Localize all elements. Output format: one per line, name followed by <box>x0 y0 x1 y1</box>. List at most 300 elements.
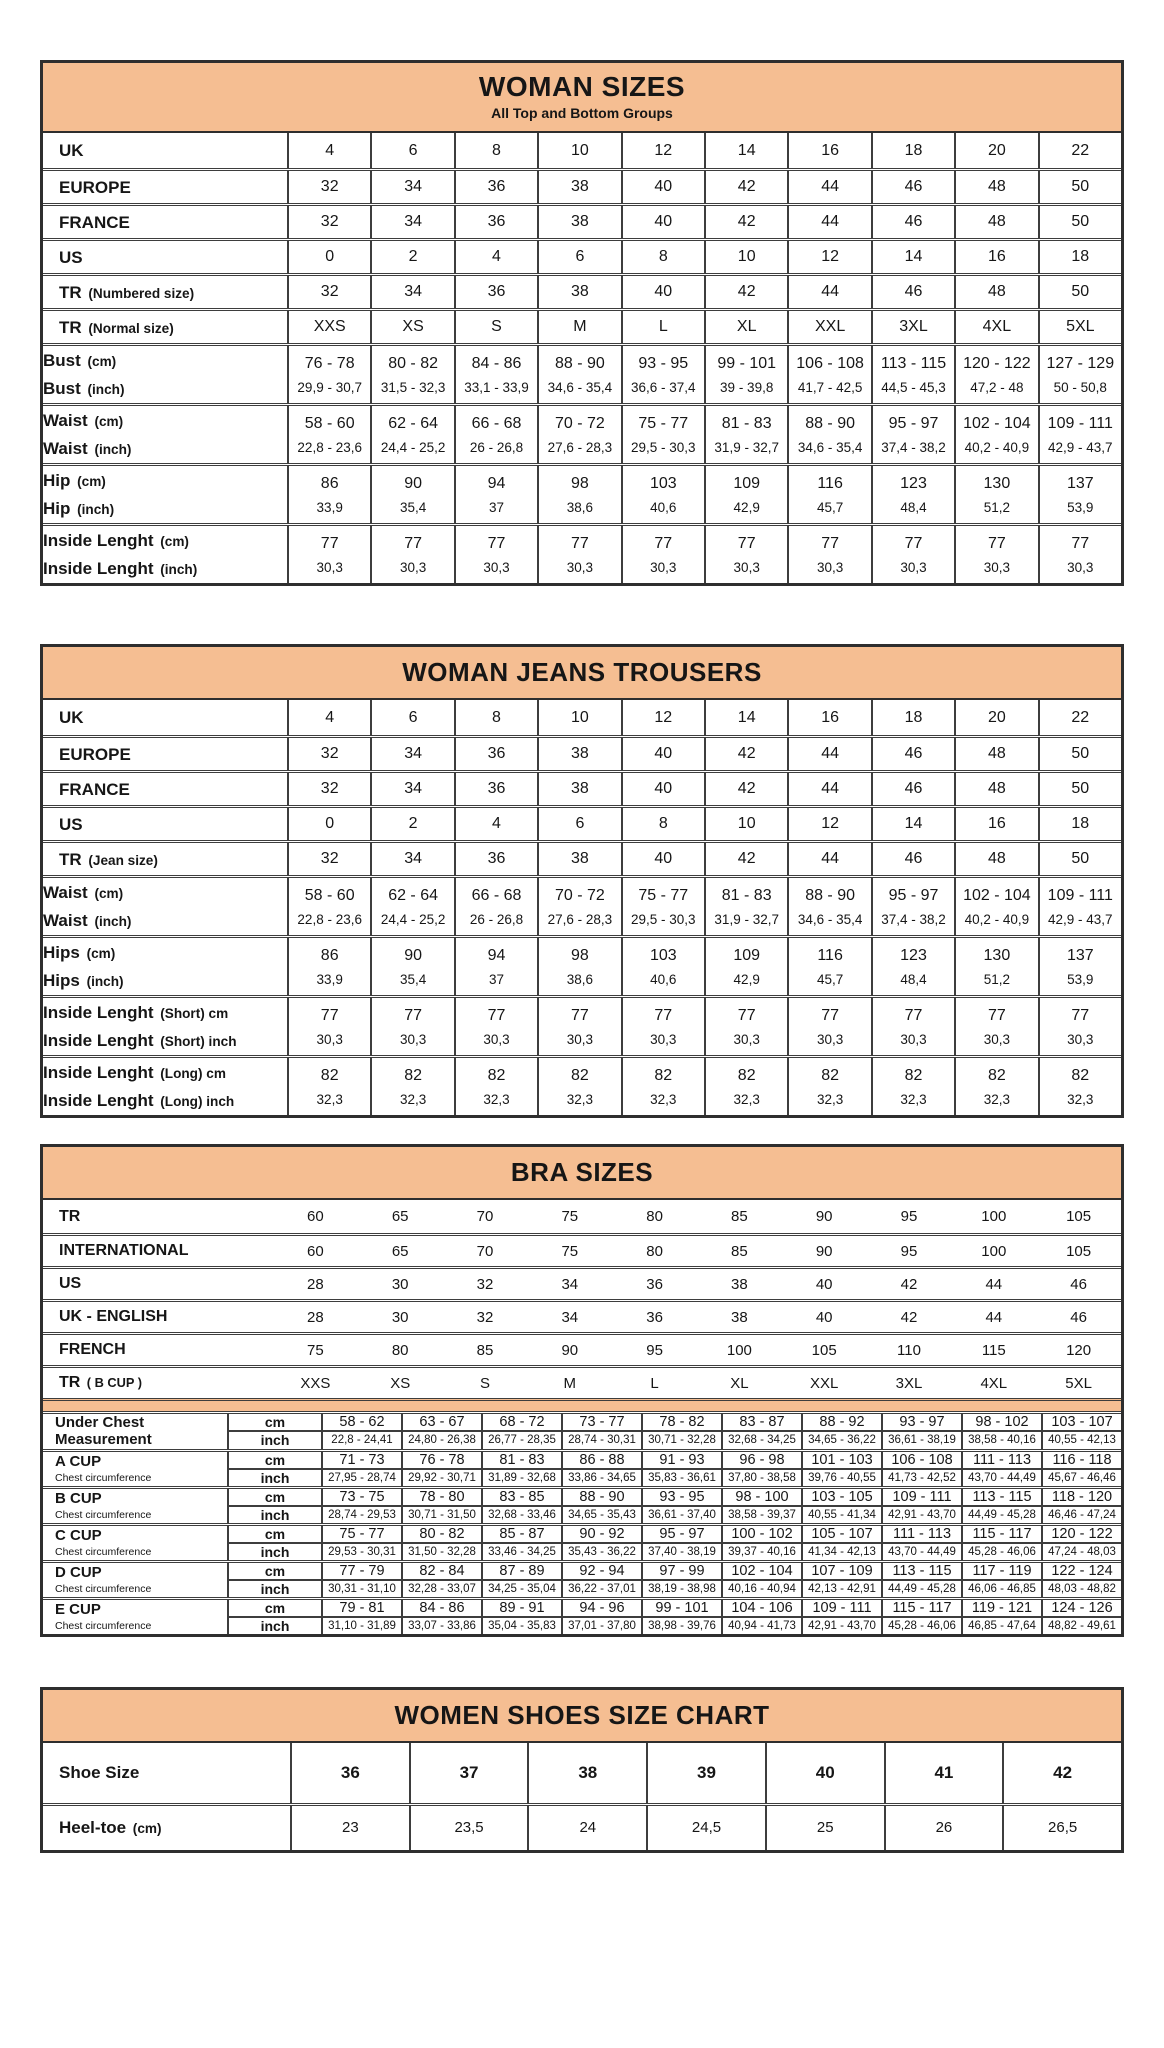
cell: 36,61 - 38,19 <box>881 1432 961 1448</box>
cell: 85 <box>731 1242 748 1260</box>
cell: 8 <box>621 808 704 840</box>
row-label: FRANCE <box>59 212 130 232</box>
cell: L <box>621 311 704 343</box>
cell: 6 <box>537 241 620 273</box>
cell: 116 45,7 <box>787 466 870 523</box>
cell: 60 <box>307 1242 324 1260</box>
table-row <box>229 1616 1121 1634</box>
cell: 42 <box>704 171 787 203</box>
cell: 41,34 - 42,13 <box>801 1544 881 1560</box>
cell: 32 <box>476 1308 494 1326</box>
cell: 77 30,3 <box>454 526 537 583</box>
cell: 62 - 64 24,4 - 25,2 <box>370 878 453 935</box>
row-label: Inside Lenght (Long) cm Inside Lenght (Long) inch <box>43 1062 235 1111</box>
cell: 24,80 - 26,38 <box>401 1432 481 1448</box>
table-row <box>43 1299 1121 1332</box>
row-label: Hips (cm) Hips (inch) <box>43 942 124 991</box>
cell: 87 - 89 <box>481 1563 561 1579</box>
cell: 4 <box>287 700 370 735</box>
cell: 39,37 - 40,16 <box>721 1544 801 1560</box>
cell: 6 <box>370 133 453 168</box>
cell: 40,55 - 42,13 <box>1041 1432 1121 1448</box>
cell: M <box>563 1374 577 1392</box>
table-row <box>229 1526 1121 1542</box>
cell: 102 - 104 <box>721 1563 801 1579</box>
cell: 34,65 - 36,22 <box>801 1432 881 1448</box>
cell: 36,61 - 37,40 <box>641 1507 721 1523</box>
cell: 40 <box>621 206 704 238</box>
cell: 107 - 109 <box>801 1563 881 1579</box>
cell: 70 <box>476 1242 494 1260</box>
cell: 36,22 - 37,01 <box>561 1581 641 1597</box>
cell: 40,16 - 40,94 <box>721 1581 801 1597</box>
table-row <box>229 1414 1121 1430</box>
cell: 33,07 - 33,86 <box>401 1618 481 1634</box>
cell: 44 <box>787 773 870 805</box>
cell: 95 - 97 <box>641 1526 721 1542</box>
cell: 82 32,3 <box>787 1058 870 1115</box>
unit-label: cm <box>264 1451 286 1468</box>
cell: 6 <box>370 700 453 735</box>
cell: 90 - 92 <box>561 1526 641 1542</box>
row-label: Shoe Size <box>59 1763 140 1782</box>
cell: 26,77 - 28,35 <box>481 1432 561 1448</box>
cell: 105 <box>1066 1242 1092 1260</box>
cell: 34 <box>561 1275 579 1293</box>
cell: 16 <box>954 241 1037 273</box>
table-row <box>43 203 1121 238</box>
cell: 46,06 - 46,85 <box>961 1581 1041 1597</box>
cell: 32,28 - 33,07 <box>401 1581 481 1597</box>
cell: 68 - 72 <box>481 1414 561 1430</box>
cell: 33,86 - 34,65 <box>561 1470 641 1486</box>
cell: 90 <box>815 1208 833 1225</box>
cell: 65 <box>391 1208 409 1225</box>
cell: 77 30,3 <box>621 526 704 583</box>
cell: 78 - 82 <box>641 1414 721 1430</box>
cell: 44 <box>787 276 870 308</box>
cell: 88 - 92 <box>801 1414 881 1430</box>
cell: 106 - 108 41,7 - 42,5 <box>787 346 870 403</box>
cell: 102 - 104 40,2 - 40,9 <box>954 406 1037 463</box>
cell: 88 - 90 34,6 - 35,4 <box>787 406 870 463</box>
cell: 77 30,3 <box>954 998 1037 1055</box>
row-label-detail: (inch) <box>86 974 124 990</box>
row-label: TR (Jean size) <box>59 849 158 869</box>
cell: 38 <box>527 1743 646 1803</box>
unit-label: cm <box>264 1562 286 1579</box>
unit-label: inch <box>260 1469 290 1486</box>
cell: 4 <box>454 241 537 273</box>
cell: 46 <box>1070 1275 1087 1293</box>
woman-sizes-title: WOMAN SIZES <box>478 71 686 102</box>
row-label-detail: (cm) <box>94 413 124 429</box>
table-row <box>43 1266 1121 1299</box>
cell: 65 <box>391 1242 409 1260</box>
cell: 85 <box>731 1208 748 1225</box>
cell: 36 <box>454 171 537 203</box>
cell: 2 <box>370 808 453 840</box>
row-label-detail: (Jean size) <box>88 852 158 868</box>
cell: 50 <box>1038 171 1121 203</box>
cell: 88 - 90 34,6 - 35,4 <box>537 346 620 403</box>
cell: 45,67 - 46,46 <box>1041 1470 1121 1486</box>
cell: 38,19 - 38,98 <box>641 1581 721 1597</box>
cell: 36 <box>646 1275 663 1293</box>
cell: XXS <box>300 1374 331 1392</box>
cell: 48 <box>954 773 1037 805</box>
cell: 100 - 102 <box>721 1526 801 1542</box>
table-row <box>43 1233 1121 1266</box>
cell: 83 - 87 <box>721 1414 801 1430</box>
cell: 30 <box>391 1275 409 1293</box>
cell: 22 <box>1038 700 1121 735</box>
cell: 116 - 118 <box>1041 1452 1121 1468</box>
row-label: Waist (cm) Waist (inch) <box>43 410 132 459</box>
cell: 32 <box>287 738 370 770</box>
cell: 18 <box>1038 808 1121 840</box>
cell: 28 <box>307 1308 324 1326</box>
cell: 40 <box>621 773 704 805</box>
cell: 76 - 78 29,9 - 30,7 <box>287 346 370 403</box>
table-row-group <box>43 523 1121 583</box>
cell: 8 <box>621 241 704 273</box>
cell: 84 - 86 33,1 - 33,9 <box>454 346 537 403</box>
cell: 42 <box>900 1275 918 1293</box>
cell: M <box>537 311 620 343</box>
row-label-detail: (Numbered size) <box>88 285 195 301</box>
cell: XXL <box>810 1374 839 1392</box>
cell: 31,10 - 31,89 <box>321 1618 401 1634</box>
cell: 46 <box>871 276 954 308</box>
cell: 38 <box>537 843 620 875</box>
cell: 82 32,3 <box>287 1058 370 1115</box>
cell: 90 35,4 <box>370 938 453 995</box>
cell: 30,71 - 32,28 <box>641 1432 721 1448</box>
cell: 39 <box>646 1743 765 1803</box>
cell: 93 - 95 <box>641 1489 721 1505</box>
row-label-detail: (cm) <box>87 353 117 369</box>
cell: 42 <box>900 1308 918 1326</box>
row-label-detail: (cm) <box>160 533 189 549</box>
cell: 47,24 - 48,03 <box>1041 1544 1121 1560</box>
cell: 82 32,3 <box>704 1058 787 1115</box>
cell: 48,03 - 48,82 <box>1041 1581 1121 1597</box>
cell: 14 <box>871 808 954 840</box>
women-shoes-header <box>43 1690 1121 1743</box>
cell: 24,5 <box>646 1806 765 1850</box>
row-label: Inside Lenght (cm) Inside Lenght (inch) <box>43 530 198 579</box>
cell: 16 <box>954 808 1037 840</box>
table-row <box>229 1430 1121 1448</box>
cell: 37,80 - 38,58 <box>721 1470 801 1486</box>
cell: 81 - 83 31,9 - 32,7 <box>704 406 787 463</box>
cell: 94 37 <box>454 938 537 995</box>
cell: 113 - 115 <box>881 1563 961 1579</box>
cell: 40 <box>815 1308 833 1326</box>
cell: 4XL <box>980 1374 1008 1392</box>
cell: 88 - 90 34,6 - 35,4 <box>787 878 870 935</box>
cell: 77 30,3 <box>1038 998 1121 1055</box>
cell: 77 30,3 <box>871 998 954 1055</box>
table-row <box>43 735 1121 770</box>
table-row-group <box>43 403 1121 463</box>
cell: 45,28 - 46,06 <box>961 1544 1041 1560</box>
cell: 46 <box>871 738 954 770</box>
cell: 91 - 93 <box>641 1452 721 1468</box>
cell: 103 - 107 <box>1041 1414 1121 1430</box>
table-row <box>43 168 1121 203</box>
cell: 8 <box>454 700 537 735</box>
cell: 77 30,3 <box>704 998 787 1055</box>
cell: 75 <box>561 1242 579 1260</box>
cell: 75 - 77 29,5 - 30,3 <box>621 878 704 935</box>
cell: 58 - 60 22,8 - 23,6 <box>287 406 370 463</box>
woman-sizes-header <box>43 63 1121 133</box>
cell: 95 <box>646 1341 663 1359</box>
cell: 111 - 113 <box>881 1526 961 1542</box>
cell: 58 - 62 <box>321 1414 401 1430</box>
cell: 37 <box>409 1743 528 1803</box>
cell: 66 - 68 26 - 26,8 <box>454 406 537 463</box>
cell: 50 <box>1038 276 1121 308</box>
cell: 29,92 - 30,71 <box>401 1470 481 1486</box>
cell: 38,58 - 39,37 <box>721 1507 801 1523</box>
cell: 27,95 - 28,74 <box>321 1470 401 1486</box>
cell: 37,01 - 37,80 <box>561 1618 641 1634</box>
row-label: US <box>59 814 83 834</box>
cell: 42 <box>704 206 787 238</box>
cell: 83 - 85 <box>481 1489 561 1505</box>
table-row <box>229 1563 1121 1579</box>
cell: 0 <box>287 241 370 273</box>
cell: 32 <box>287 843 370 875</box>
cell: 42,13 - 42,91 <box>801 1581 881 1597</box>
cell: 78 - 80 <box>401 1489 481 1505</box>
cell: 16 <box>787 133 870 168</box>
cell: 37,40 - 38,19 <box>641 1544 721 1560</box>
cell: 32 <box>287 206 370 238</box>
cell: 4XL <box>954 311 1037 343</box>
cell: 36 <box>454 773 537 805</box>
cell: 77 30,3 <box>370 998 453 1055</box>
cell: 82 32,3 <box>871 1058 954 1115</box>
cell: 77 30,3 <box>370 526 453 583</box>
table-row-group <box>43 463 1121 523</box>
cell: 31,50 - 32,28 <box>401 1544 481 1560</box>
women-shoes-rows <box>43 1743 1121 1850</box>
cell: 46 <box>871 843 954 875</box>
cell: 99 - 101 39 - 39,8 <box>704 346 787 403</box>
cell: 35,83 - 36,61 <box>641 1470 721 1486</box>
cell: 40 <box>621 843 704 875</box>
table-row <box>43 805 1121 840</box>
unit-label: inch <box>260 1506 290 1523</box>
cell: 48,82 - 49,61 <box>1041 1618 1121 1634</box>
cell: 28 <box>307 1275 324 1293</box>
row-label-detail: (inch) <box>94 442 132 458</box>
cell: 3XL <box>871 311 954 343</box>
cell: 35,04 - 35,83 <box>481 1618 561 1634</box>
cell: 80 - 82 <box>401 1526 481 1542</box>
cell: 122 - 124 <box>1041 1563 1121 1579</box>
cell: 77 30,3 <box>1038 526 1121 583</box>
cell: 34 <box>370 773 453 805</box>
cell: 60 <box>307 1208 324 1225</box>
cell: 80 <box>646 1242 663 1260</box>
table-row <box>43 308 1121 343</box>
cell: 70 - 72 27,6 - 28,3 <box>537 406 620 463</box>
cell: 103 - 105 <box>801 1489 881 1505</box>
cell: 98 - 100 <box>721 1489 801 1505</box>
unit-label: cm <box>264 1414 286 1431</box>
cell: 117 - 119 <box>961 1563 1041 1579</box>
cell: 82 32,3 <box>454 1058 537 1115</box>
row-label: EUROPE <box>59 177 131 197</box>
cell: 4 <box>454 808 537 840</box>
cell: 127 - 129 50 - 50,8 <box>1038 346 1121 403</box>
row-label: INTERNATIONAL <box>59 1242 189 1259</box>
cell: 34 <box>370 206 453 238</box>
cell: 99 - 101 <box>641 1600 721 1616</box>
row-label: US <box>59 247 83 267</box>
cell: 109 - 111 <box>801 1600 881 1616</box>
cell: 137 53,9 <box>1038 466 1121 523</box>
cell: 38 <box>537 206 620 238</box>
cell: 10 <box>704 241 787 273</box>
cell: 10 <box>537 133 620 168</box>
cell: 48 <box>954 738 1037 770</box>
bra-sizes-table <box>40 1144 1124 1637</box>
row-label-detail: (Long) cm <box>160 1065 226 1081</box>
cell: 120 <box>1066 1341 1092 1359</box>
cell: 34 <box>370 276 453 308</box>
cell: 25 <box>765 1806 884 1850</box>
cell: 5XL <box>1038 311 1121 343</box>
cell: 50 <box>1038 843 1121 875</box>
cell: 45,28 - 46,06 <box>881 1618 961 1634</box>
unit-label: inch <box>260 1580 290 1597</box>
cell: 102 - 104 40,2 - 40,9 <box>954 878 1037 935</box>
table-row-group <box>43 875 1121 935</box>
cell: 113 - 115 <box>961 1489 1041 1505</box>
cell: 46 <box>871 206 954 238</box>
cell: 85 - 87 <box>481 1526 561 1542</box>
table-row <box>43 1200 1121 1233</box>
cell: 33,46 - 34,25 <box>481 1544 561 1560</box>
bra-sizes-header <box>43 1147 1121 1200</box>
cell: 77 30,3 <box>537 998 620 1055</box>
cell: 88 - 90 <box>561 1489 641 1505</box>
cell: 44 <box>787 738 870 770</box>
row-label-detail: (cm) <box>94 885 124 901</box>
cell: 116 45,7 <box>787 938 870 995</box>
cell: 120 - 122 47,2 - 48 <box>954 346 1037 403</box>
cell: 109 - 111 42,9 - 43,7 <box>1038 406 1121 463</box>
cell: 123 48,4 <box>871 938 954 995</box>
cell: 95 - 97 37,4 - 38,2 <box>871 406 954 463</box>
cell: 46,85 - 47,64 <box>961 1618 1041 1634</box>
woman-jeans-table <box>40 644 1124 1118</box>
cell: 105 <box>811 1341 837 1359</box>
cell: XL <box>730 1374 749 1392</box>
cell: 48 <box>954 171 1037 203</box>
unit-label: cm <box>264 1525 286 1542</box>
row-label-detail: (inch) <box>160 562 198 578</box>
cell: 10 <box>537 700 620 735</box>
cell: 34,65 - 35,43 <box>561 1507 641 1523</box>
cell: 14 <box>704 133 787 168</box>
cell: 32 <box>476 1275 494 1293</box>
cell: 42 <box>704 738 787 770</box>
row-label: FRENCH <box>59 1341 126 1358</box>
cell: 20 <box>954 133 1037 168</box>
cell: 38 <box>537 276 620 308</box>
cell: 46 <box>871 773 954 805</box>
unit-label: inch <box>260 1543 290 1560</box>
cell: 28,74 - 29,53 <box>321 1507 401 1523</box>
cell: 77 30,3 <box>954 526 1037 583</box>
row-label-detail: (inch) <box>94 914 132 930</box>
cell: 75 - 77 29,5 - 30,3 <box>621 406 704 463</box>
woman-sizes-rows <box>43 133 1121 583</box>
cell: 26,5 <box>1002 1806 1121 1850</box>
cup-row-group <box>43 1486 1121 1523</box>
cell: XS <box>370 311 453 343</box>
cell: 71 - 73 <box>321 1452 401 1468</box>
cell: 44,49 - 45,28 <box>881 1581 961 1597</box>
cell: 36 <box>454 276 537 308</box>
cup-row-group <box>43 1411 1121 1449</box>
row-label: E CUP Chest circumference <box>43 1600 229 1634</box>
cell: 120 - 122 <box>1041 1526 1121 1542</box>
cell: 6 <box>537 808 620 840</box>
cup-row-group <box>43 1449 1121 1486</box>
woman-jeans-rows <box>43 700 1121 1115</box>
cell: 44 <box>787 171 870 203</box>
cell: 4 <box>287 133 370 168</box>
row-label: TR (Numbered size) <box>59 282 195 302</box>
cell: 111 - 113 <box>961 1452 1041 1468</box>
table-row-group <box>43 935 1121 995</box>
cell: 98 38,6 <box>537 466 620 523</box>
cell: 97 - 99 <box>641 1563 721 1579</box>
cell: 40 <box>815 1275 833 1293</box>
cell: 130 51,2 <box>954 938 1037 995</box>
table-row-group <box>43 343 1121 403</box>
cell: 10 <box>704 808 787 840</box>
cell: 40 <box>621 171 704 203</box>
row-label: TR ( B CUP ) <box>59 1374 142 1391</box>
cell: 137 53,9 <box>1038 938 1121 995</box>
cell: 115 - 117 <box>881 1600 961 1616</box>
cell: 50 <box>1038 773 1121 805</box>
cell: 80 <box>646 1208 663 1225</box>
cell: 42 <box>704 843 787 875</box>
row-label: B CUP Chest circumference <box>43 1489 229 1523</box>
cell: 46 <box>871 171 954 203</box>
row-label-detail: (cm) <box>86 945 116 961</box>
cell: 95 <box>900 1208 918 1225</box>
cell: 41,73 - 42,52 <box>881 1470 961 1486</box>
row-label-detail: (Short) cm <box>160 1005 229 1021</box>
cell: 40,94 - 41,73 <box>721 1618 801 1634</box>
cell: 20 <box>954 700 1037 735</box>
table-row-group <box>43 995 1121 1055</box>
cell: 48 <box>954 843 1037 875</box>
table-row <box>43 840 1121 875</box>
row-label: FRANCE <box>59 779 130 799</box>
